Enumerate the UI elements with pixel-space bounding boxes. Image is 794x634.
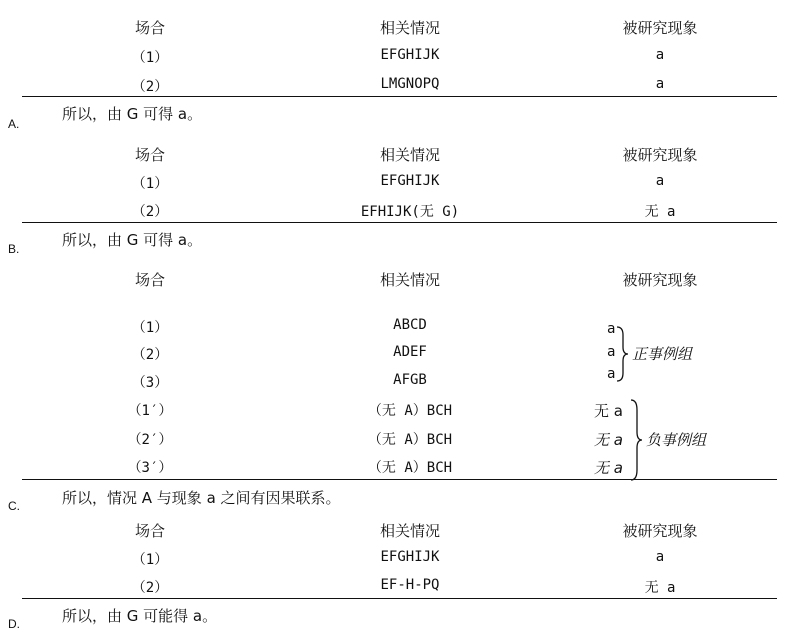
c-row2-cond: ADEF <box>393 344 427 360</box>
negative-group-label: 负事例组 <box>646 431 707 449</box>
option-d-label: D. <box>8 617 20 631</box>
c-header-occasion: 场合 <box>134 271 165 289</box>
c-row6-case: （3′） <box>127 460 173 476</box>
d-row2-case: （2） <box>131 580 169 596</box>
d-conclusion: 所以，由 G 可能得 a。 <box>62 607 218 625</box>
a-row2-result: a <box>655 76 665 92</box>
negative-group-brace <box>630 398 644 482</box>
c-conclusion: 所以，情况 A 与现象 a 之间有因果联系。 <box>62 489 341 507</box>
d-row2-cond: EF-H-PQ <box>380 577 440 593</box>
a-row2-cond: LMGNOPQ <box>380 76 440 92</box>
d-header-phenomenon: 被研究现象 <box>622 522 698 540</box>
b-row2-cond: EFHIJK(无 G) <box>360 204 460 220</box>
d-row2-result: 无 a <box>644 580 676 596</box>
d-header-conditions: 相关情况 <box>379 522 440 540</box>
b-row2-case: （2） <box>131 204 169 220</box>
c-divider <box>22 479 777 480</box>
a-divider <box>22 96 777 97</box>
c-row3-case: （3） <box>131 375 169 391</box>
b-row1-cond: EFGHIJK <box>380 173 440 189</box>
c-row1-result: a <box>607 321 616 337</box>
b-header-occasion: 场合 <box>134 146 165 164</box>
b-row2-result: 无 a <box>644 204 676 220</box>
c-row1-cond: ABCD <box>393 317 427 333</box>
option-b-label: B. <box>8 242 20 256</box>
d-divider <box>22 598 777 599</box>
a-row2-case: （2） <box>131 79 169 95</box>
c-row4-result: 无 a <box>594 402 623 420</box>
c-row4-case: （1′） <box>127 403 173 419</box>
c-header-conditions: 相关情况 <box>379 271 440 289</box>
a-conclusion: 所以，由 G 可得 a。 <box>62 105 203 123</box>
d-row1-cond: EFGHIJK <box>380 549 440 565</box>
c-row5-cond: （无 A）BCH <box>367 432 453 448</box>
c-row3-cond: AFGB <box>393 372 427 388</box>
c-row5-case: （2′） <box>127 432 173 448</box>
positive-group-brace <box>616 325 630 383</box>
a-row1-cond: EFGHIJK <box>380 47 440 63</box>
c-row5-result: 无 a <box>594 431 623 449</box>
d-row1-result: a <box>655 549 665 565</box>
c-row4-cond: （无 A）BCH <box>367 403 453 419</box>
c-row6-cond: （无 A）BCH <box>367 460 453 476</box>
b-header-conditions: 相关情况 <box>379 146 440 164</box>
b-conclusion: 所以，由 G 可得 a。 <box>62 231 203 249</box>
c-row2-result: a <box>607 344 616 360</box>
c-row6-result: 无 a <box>594 459 623 477</box>
a-row1-case: （1） <box>131 50 169 66</box>
b-row1-case: （1） <box>131 176 169 192</box>
header-occasion: 场合 <box>134 19 165 37</box>
option-c-label: C. <box>8 499 20 513</box>
c-row1-case: （1） <box>131 320 169 336</box>
header-phenomenon: 被研究现象 <box>622 19 698 37</box>
a-row1-result: a <box>655 47 665 63</box>
option-a-label: A. <box>8 117 20 131</box>
d-row1-case: （1） <box>131 552 169 568</box>
header-conditions: 相关情况 <box>379 19 440 37</box>
b-divider <box>22 222 777 223</box>
positive-group-label: 正事例组 <box>632 345 693 363</box>
b-header-phenomenon: 被研究现象 <box>622 146 698 164</box>
d-header-occasion: 场合 <box>134 522 165 540</box>
c-row2-case: （2） <box>131 347 169 363</box>
c-header-phenomenon: 被研究现象 <box>622 271 698 289</box>
c-row3-result: a <box>607 366 616 382</box>
b-row1-result: a <box>655 173 665 189</box>
